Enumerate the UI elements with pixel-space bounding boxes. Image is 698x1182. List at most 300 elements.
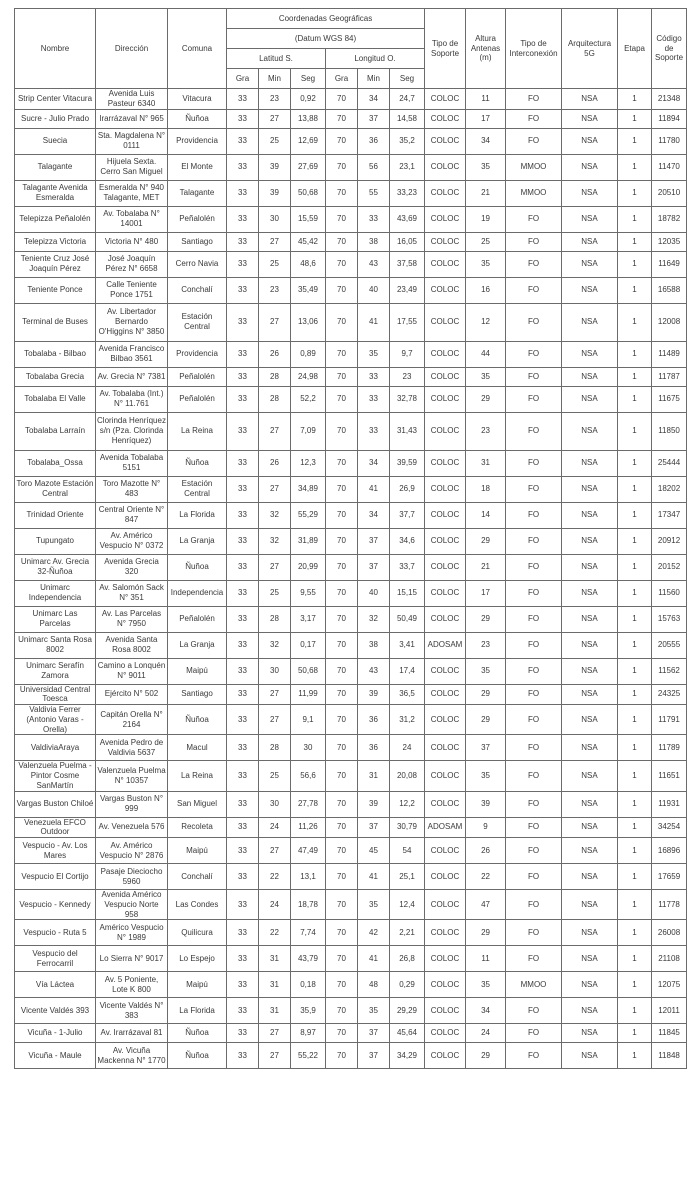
cell-tipo-soporte: COLOC <box>425 920 466 946</box>
cell-lon-seg: 29,29 <box>390 998 425 1024</box>
cell-codigo: 11651 <box>652 761 687 791</box>
cell-lon-gra: 70 <box>326 920 358 946</box>
cell-direccion: Toro Mazotte N° 483 <box>96 476 168 502</box>
cell-lon-min: 34 <box>358 450 390 476</box>
cell-lat-seg: 45,42 <box>291 232 326 251</box>
cell-comuna: Macul <box>168 735 227 761</box>
cell-direccion: Vargas Buston N° 999 <box>96 791 168 817</box>
cell-lon-gra: 70 <box>326 864 358 890</box>
cell-nombre: Vespucio - Av. Los Mares <box>15 838 96 864</box>
cell-lat-min: 22 <box>259 920 291 946</box>
cell-arquitectura: NSA <box>562 735 618 761</box>
cell-lat-min: 30 <box>259 658 291 684</box>
cell-direccion: Victoria N° 480 <box>96 232 168 251</box>
cell-interconexion: FO <box>506 277 562 303</box>
cell-comuna: Conchalí <box>168 864 227 890</box>
cell-arquitectura: NSA <box>562 658 618 684</box>
cell-altura: 18 <box>466 476 506 502</box>
cell-direccion: Avenida Grecia 320 <box>96 554 168 580</box>
cell-lat-gra: 33 <box>227 1043 259 1069</box>
cell-lon-min: 39 <box>358 684 390 705</box>
cell-nombre: Unimarc Serafín Zamora <box>15 658 96 684</box>
cell-lon-seg: 50,49 <box>390 606 425 632</box>
cell-comuna: Lo Espejo <box>168 946 227 972</box>
cell-lat-gra: 33 <box>227 838 259 864</box>
table-row <box>15 761 687 791</box>
table-row <box>15 1043 687 1069</box>
cell-arquitectura: NSA <box>562 232 618 251</box>
cell-codigo: 21108 <box>652 946 687 972</box>
cell-lat-min: 39 <box>259 180 291 206</box>
cell-comuna: Quilicura <box>168 920 227 946</box>
cell-lat-gra: 33 <box>227 658 259 684</box>
cell-lat-gra: 33 <box>227 232 259 251</box>
cell-lat-seg: 55,22 <box>291 1043 326 1069</box>
cell-interconexion: FO <box>506 109 562 128</box>
cell-direccion: Avenida Francisco Bilbao 3561 <box>96 341 168 367</box>
cell-lon-gra: 70 <box>326 705 358 735</box>
table-row <box>15 735 687 761</box>
cell-lon-seg: 15,15 <box>390 580 425 606</box>
cell-arquitectura: NSA <box>562 412 618 450</box>
cell-etapa: 1 <box>618 890 652 920</box>
cell-comuna: Peñalolén <box>168 367 227 386</box>
cell-lat-seg: 55,29 <box>291 502 326 528</box>
table-row <box>15 450 687 476</box>
cell-nombre: Trinidad Oriente <box>15 502 96 528</box>
cell-nombre: Tobalaba - Bilbao <box>15 341 96 367</box>
cell-direccion: Valenzuela Puelma N° 10357 <box>96 761 168 791</box>
cell-lat-seg: 12,69 <box>291 128 326 154</box>
cell-nombre: Universidad Central Toesca <box>15 684 96 705</box>
cell-tipo-soporte: COLOC <box>425 864 466 890</box>
cell-direccion: Avenida Pedro de Valdivia 5637 <box>96 735 168 761</box>
cell-nombre: Vespucio - Kennedy <box>15 890 96 920</box>
cell-lat-gra: 33 <box>227 684 259 705</box>
table-row <box>15 206 687 232</box>
cell-etapa: 1 <box>618 554 652 580</box>
cell-interconexion: FO <box>506 606 562 632</box>
cell-lat-min: 39 <box>259 154 291 180</box>
cell-etapa: 1 <box>618 303 652 341</box>
cell-interconexion: FO <box>506 528 562 554</box>
cell-tipo-soporte: COLOC <box>425 580 466 606</box>
cell-lat-min: 25 <box>259 251 291 277</box>
cell-lat-seg: 0,17 <box>291 632 326 658</box>
cell-interconexion: FO <box>506 838 562 864</box>
cell-lat-gra: 33 <box>227 1024 259 1043</box>
cell-interconexion: FO <box>506 476 562 502</box>
cell-lat-seg: 0,89 <box>291 341 326 367</box>
cell-codigo: 11791 <box>652 705 687 735</box>
cell-interconexion: FO <box>506 386 562 412</box>
cell-lat-min: 27 <box>259 684 291 705</box>
cell-direccion: Clorinda Henríquez s/n (Pza. Clorinda Henríquez) <box>96 412 168 450</box>
cell-lon-seg: 2,21 <box>390 920 425 946</box>
cell-altura: 11 <box>466 946 506 972</box>
cell-nombre: Toro Mazote Estación Central <box>15 476 96 502</box>
cell-lon-min: 43 <box>358 658 390 684</box>
cell-etapa: 1 <box>618 232 652 251</box>
cell-comuna: Ñuñoa <box>168 1043 227 1069</box>
cell-arquitectura: NSA <box>562 998 618 1024</box>
cell-lat-seg: 50,68 <box>291 658 326 684</box>
cell-altura: 39 <box>466 791 506 817</box>
cell-comuna: Cerro Navia <box>168 251 227 277</box>
cell-lat-min: 27 <box>259 705 291 735</box>
cell-altura: 44 <box>466 341 506 367</box>
cell-codigo: 20510 <box>652 180 687 206</box>
cell-arquitectura: NSA <box>562 89 618 110</box>
cell-altura: 34 <box>466 998 506 1024</box>
cell-altura: 14 <box>466 502 506 528</box>
cell-lon-gra: 70 <box>326 303 358 341</box>
cell-lat-gra: 33 <box>227 206 259 232</box>
cell-lat-min: 24 <box>259 817 291 838</box>
cell-lat-gra: 33 <box>227 972 259 998</box>
cell-interconexion: FO <box>506 251 562 277</box>
cell-arquitectura: NSA <box>562 972 618 998</box>
table-row <box>15 817 687 838</box>
cell-codigo: 11787 <box>652 367 687 386</box>
cell-lat-min: 32 <box>259 502 291 528</box>
cell-tipo-soporte: COLOC <box>425 890 466 920</box>
cell-interconexion: FO <box>506 89 562 110</box>
table-header <box>15 9 687 89</box>
cell-comuna: La Florida <box>168 502 227 528</box>
cell-altura: 24 <box>466 1024 506 1043</box>
cell-interconexion: FO <box>506 817 562 838</box>
cell-comuna: Estación Central <box>168 303 227 341</box>
cell-lon-gra: 70 <box>326 528 358 554</box>
cell-lon-seg: 39,59 <box>390 450 425 476</box>
cell-interconexion: FO <box>506 580 562 606</box>
cell-etapa: 1 <box>618 606 652 632</box>
cell-lon-gra: 70 <box>326 476 358 502</box>
cell-comuna: Ñuñoa <box>168 1024 227 1043</box>
table-row <box>15 277 687 303</box>
cell-etapa: 1 <box>618 632 652 658</box>
cell-lon-seg: 33,23 <box>390 180 425 206</box>
cell-etapa: 1 <box>618 277 652 303</box>
cell-direccion: Av. Vicuña Mackenna N° 1770 <box>96 1043 168 1069</box>
table-row <box>15 972 687 998</box>
table-row <box>15 232 687 251</box>
cell-comuna: Ñuñoa <box>168 705 227 735</box>
cell-lat-seg: 7,09 <box>291 412 326 450</box>
cell-tipo-soporte: COLOC <box>425 1043 466 1069</box>
cell-lon-seg: 16,05 <box>390 232 425 251</box>
cell-lat-seg: 18,78 <box>291 890 326 920</box>
cell-lon-min: 35 <box>358 341 390 367</box>
cell-lon-gra: 70 <box>326 684 358 705</box>
table-row <box>15 864 687 890</box>
cell-direccion: Av. Salomón Sack N° 351 <box>96 580 168 606</box>
cell-direccion: Lo Sierra N° 9017 <box>96 946 168 972</box>
cell-etapa: 1 <box>618 580 652 606</box>
cell-interconexion: MMOO <box>506 972 562 998</box>
cell-lon-min: 38 <box>358 232 390 251</box>
cell-lon-gra: 70 <box>326 972 358 998</box>
cell-lon-seg: 23,49 <box>390 277 425 303</box>
cell-codigo: 20152 <box>652 554 687 580</box>
cell-direccion: Av. Américo Vespucio N° 0372 <box>96 528 168 554</box>
cell-lat-seg: 43,79 <box>291 946 326 972</box>
cell-arquitectura: NSA <box>562 890 618 920</box>
cell-nombre: Valenzuela Puelma - Pintor Cosme SanMartín <box>15 761 96 791</box>
cell-comuna: La Granja <box>168 528 227 554</box>
cell-lon-min: 34 <box>358 502 390 528</box>
cell-lat-min: 27 <box>259 1024 291 1043</box>
cell-etapa: 1 <box>618 1043 652 1069</box>
cell-etapa: 1 <box>618 838 652 864</box>
cell-lon-seg: 23,1 <box>390 154 425 180</box>
cell-comuna: Recoleta <box>168 817 227 838</box>
cell-codigo: 11850 <box>652 412 687 450</box>
cell-lat-seg: 56,6 <box>291 761 326 791</box>
cell-lon-seg: 31,2 <box>390 705 425 735</box>
cell-lat-seg: 0,18 <box>291 972 326 998</box>
cell-arquitectura: NSA <box>562 341 618 367</box>
cell-lat-gra: 33 <box>227 367 259 386</box>
cell-direccion: Hijuela Sexta. Cerro San Miguel <box>96 154 168 180</box>
cell-codigo: 16588 <box>652 277 687 303</box>
cell-lat-seg: 34,89 <box>291 476 326 502</box>
cell-altura: 29 <box>466 684 506 705</box>
cell-lon-gra: 70 <box>326 1024 358 1043</box>
cell-lat-gra: 33 <box>227 412 259 450</box>
header-interconexion: Tipo de Interconexión <box>506 9 562 89</box>
cell-nombre: Teniente Ponce <box>15 277 96 303</box>
cell-lon-seg: 12,2 <box>390 791 425 817</box>
cell-lon-gra: 70 <box>326 154 358 180</box>
cell-lat-seg: 52,2 <box>291 386 326 412</box>
cell-lat-gra: 33 <box>227 632 259 658</box>
cell-interconexion: FO <box>506 791 562 817</box>
cell-lon-seg: 32,78 <box>390 386 425 412</box>
cell-altura: 29 <box>466 528 506 554</box>
header-latitud: Latitud S. <box>227 49 326 69</box>
cell-lat-seg: 27,78 <box>291 791 326 817</box>
cell-lon-min: 38 <box>358 632 390 658</box>
cell-tipo-soporte: COLOC <box>425 232 466 251</box>
cell-lat-gra: 33 <box>227 761 259 791</box>
cell-altura: 29 <box>466 705 506 735</box>
cell-lat-gra: 33 <box>227 180 259 206</box>
cell-nombre: Telepizza Peñalolén <box>15 206 96 232</box>
cell-codigo: 11845 <box>652 1024 687 1043</box>
cell-lon-min: 41 <box>358 303 390 341</box>
cell-arquitectura: NSA <box>562 450 618 476</box>
cell-codigo: 26008 <box>652 920 687 946</box>
cell-lon-seg: 25,1 <box>390 864 425 890</box>
cell-lon-min: 34 <box>358 89 390 110</box>
cell-lon-min: 31 <box>358 761 390 791</box>
cell-lon-min: 37 <box>358 1024 390 1043</box>
cell-etapa: 1 <box>618 89 652 110</box>
cell-nombre: Vicuña - Maule <box>15 1043 96 1069</box>
cell-tipo-soporte: COLOC <box>425 154 466 180</box>
cell-lon-gra: 70 <box>326 341 358 367</box>
cell-lon-gra: 70 <box>326 890 358 920</box>
table-row <box>15 386 687 412</box>
cell-tipo-soporte: COLOC <box>425 502 466 528</box>
cell-lat-gra: 33 <box>227 528 259 554</box>
cell-arquitectura: NSA <box>562 303 618 341</box>
cell-comuna: La Reina <box>168 412 227 450</box>
cell-lat-gra: 33 <box>227 251 259 277</box>
cell-interconexion: FO <box>506 658 562 684</box>
cell-direccion: Sta. Magdalena N° 0111 <box>96 128 168 154</box>
cell-lon-gra: 70 <box>326 1043 358 1069</box>
cell-codigo: 11848 <box>652 1043 687 1069</box>
cell-altura: 17 <box>466 109 506 128</box>
cell-direccion: Avenida Luis Pasteur 6340 <box>96 89 168 110</box>
cell-comuna: Santiago <box>168 232 227 251</box>
cell-arquitectura: NSA <box>562 946 618 972</box>
cell-codigo: 11894 <box>652 109 687 128</box>
cell-lon-gra: 70 <box>326 251 358 277</box>
cell-lat-min: 28 <box>259 386 291 412</box>
cell-lon-min: 36 <box>358 128 390 154</box>
cell-altura: 34 <box>466 128 506 154</box>
cell-lat-gra: 33 <box>227 864 259 890</box>
cell-lat-seg: 13,06 <box>291 303 326 341</box>
cell-etapa: 1 <box>618 180 652 206</box>
cell-lat-min: 24 <box>259 890 291 920</box>
cell-lat-min: 30 <box>259 791 291 817</box>
cell-tipo-soporte: COLOC <box>425 251 466 277</box>
cell-interconexion: FO <box>506 632 562 658</box>
cell-arquitectura: NSA <box>562 109 618 128</box>
cell-lon-gra: 70 <box>326 606 358 632</box>
cell-tipo-soporte: COLOC <box>425 838 466 864</box>
cell-direccion: Irarrázaval N° 965 <box>96 109 168 128</box>
cell-interconexion: FO <box>506 128 562 154</box>
cell-comuna: Las Condes <box>168 890 227 920</box>
cell-nombre: Tobalaba Larraín <box>15 412 96 450</box>
header-altura: Altura Antenas (m) <box>466 9 506 89</box>
cell-lon-min: 42 <box>358 920 390 946</box>
cell-altura: 9 <box>466 817 506 838</box>
cell-lon-min: 40 <box>358 580 390 606</box>
cell-tipo-soporte: COLOC <box>425 554 466 580</box>
cell-lon-gra: 70 <box>326 791 358 817</box>
cell-arquitectura: NSA <box>562 386 618 412</box>
header-datum: (Datum WGS 84) <box>227 29 425 49</box>
cell-lon-gra: 70 <box>326 554 358 580</box>
cell-codigo: 15763 <box>652 606 687 632</box>
cell-arquitectura: NSA <box>562 838 618 864</box>
cell-direccion: Esmeralda N° 940 Talagante, MET <box>96 180 168 206</box>
cell-lon-seg: 30,79 <box>390 817 425 838</box>
cell-lon-min: 41 <box>358 864 390 890</box>
cell-codigo: 11789 <box>652 735 687 761</box>
cell-direccion: Av. Américo Vespucio N° 2876 <box>96 838 168 864</box>
cell-nombre: Teniente Cruz José Joaquín Pérez <box>15 251 96 277</box>
header-coordenadas: Coordenadas Geográficas <box>227 9 425 29</box>
cell-altura: 16 <box>466 277 506 303</box>
cell-interconexion: FO <box>506 946 562 972</box>
cell-direccion: Avenida Tobalaba 5151 <box>96 450 168 476</box>
cell-arquitectura: NSA <box>562 277 618 303</box>
cell-tipo-soporte: COLOC <box>425 386 466 412</box>
cell-tipo-soporte: COLOC <box>425 791 466 817</box>
cell-comuna: Ñuñoa <box>168 450 227 476</box>
cell-tipo-soporte: COLOC <box>425 277 466 303</box>
cell-lon-gra: 70 <box>326 386 358 412</box>
cell-lat-gra: 33 <box>227 920 259 946</box>
cell-arquitectura: NSA <box>562 606 618 632</box>
cell-lon-min: 37 <box>358 554 390 580</box>
cell-arquitectura: NSA <box>562 580 618 606</box>
cell-lat-gra: 33 <box>227 998 259 1024</box>
cell-lon-gra: 70 <box>326 128 358 154</box>
cell-comuna: Independencia <box>168 580 227 606</box>
cell-lat-min: 28 <box>259 606 291 632</box>
header-etapa: Etapa <box>618 9 652 89</box>
cell-lon-seg: 12,4 <box>390 890 425 920</box>
cell-etapa: 1 <box>618 341 652 367</box>
cell-codigo: 20912 <box>652 528 687 554</box>
cell-nombre: Talagante Avenida Esmeralda <box>15 180 96 206</box>
cell-lon-seg: 37,58 <box>390 251 425 277</box>
cell-lat-gra: 33 <box>227 450 259 476</box>
cell-lon-seg: 26,8 <box>390 946 425 972</box>
cell-etapa: 1 <box>618 206 652 232</box>
table-row <box>15 632 687 658</box>
cell-lon-seg: 35,2 <box>390 128 425 154</box>
cell-lon-seg: 24 <box>390 735 425 761</box>
cell-direccion: Avenida Santa Rosa 8002 <box>96 632 168 658</box>
cell-direccion: Av. 5 Poniente, Lote K 800 <box>96 972 168 998</box>
cell-arquitectura: NSA <box>562 128 618 154</box>
cell-direccion: Av. Tobalaba (Int.) N° 11.761 <box>96 386 168 412</box>
cell-interconexion: FO <box>506 684 562 705</box>
cell-lon-gra: 70 <box>326 838 358 864</box>
cell-lon-gra: 70 <box>326 632 358 658</box>
cell-lat-gra: 33 <box>227 606 259 632</box>
cell-direccion: Av. Tobalaba N° 14001 <box>96 206 168 232</box>
cell-comuna: Peñalolén <box>168 386 227 412</box>
cell-lon-min: 35 <box>358 890 390 920</box>
cell-tipo-soporte: COLOC <box>425 476 466 502</box>
cell-nombre: Suecia <box>15 128 96 154</box>
cell-lon-seg: 17,4 <box>390 658 425 684</box>
cell-lat-seg: 7,74 <box>291 920 326 946</box>
cell-altura: 17 <box>466 580 506 606</box>
cell-lon-gra: 70 <box>326 502 358 528</box>
cell-nombre: Tobalaba El Valle <box>15 386 96 412</box>
cell-lat-seg: 13,88 <box>291 109 326 128</box>
cell-tipo-soporte: COLOC <box>425 761 466 791</box>
cell-comuna: La Reina <box>168 761 227 791</box>
header-lon-min: Min <box>358 69 390 89</box>
cell-direccion: Camino a Lonquén N° 9011 <box>96 658 168 684</box>
cell-lon-gra: 70 <box>326 817 358 838</box>
cell-nombre: Unimarc Santa Rosa 8002 <box>15 632 96 658</box>
cell-altura: 47 <box>466 890 506 920</box>
cell-arquitectura: NSA <box>562 817 618 838</box>
cell-nombre: ValdiviaAraya <box>15 735 96 761</box>
cell-codigo: 17659 <box>652 864 687 890</box>
cell-direccion: Calle Teniente Ponce 1751 <box>96 277 168 303</box>
cell-tipo-soporte: COLOC <box>425 735 466 761</box>
table-row <box>15 791 687 817</box>
cell-tipo-soporte: COLOC <box>425 705 466 735</box>
cell-etapa: 1 <box>618 386 652 412</box>
cell-lat-min: 27 <box>259 476 291 502</box>
